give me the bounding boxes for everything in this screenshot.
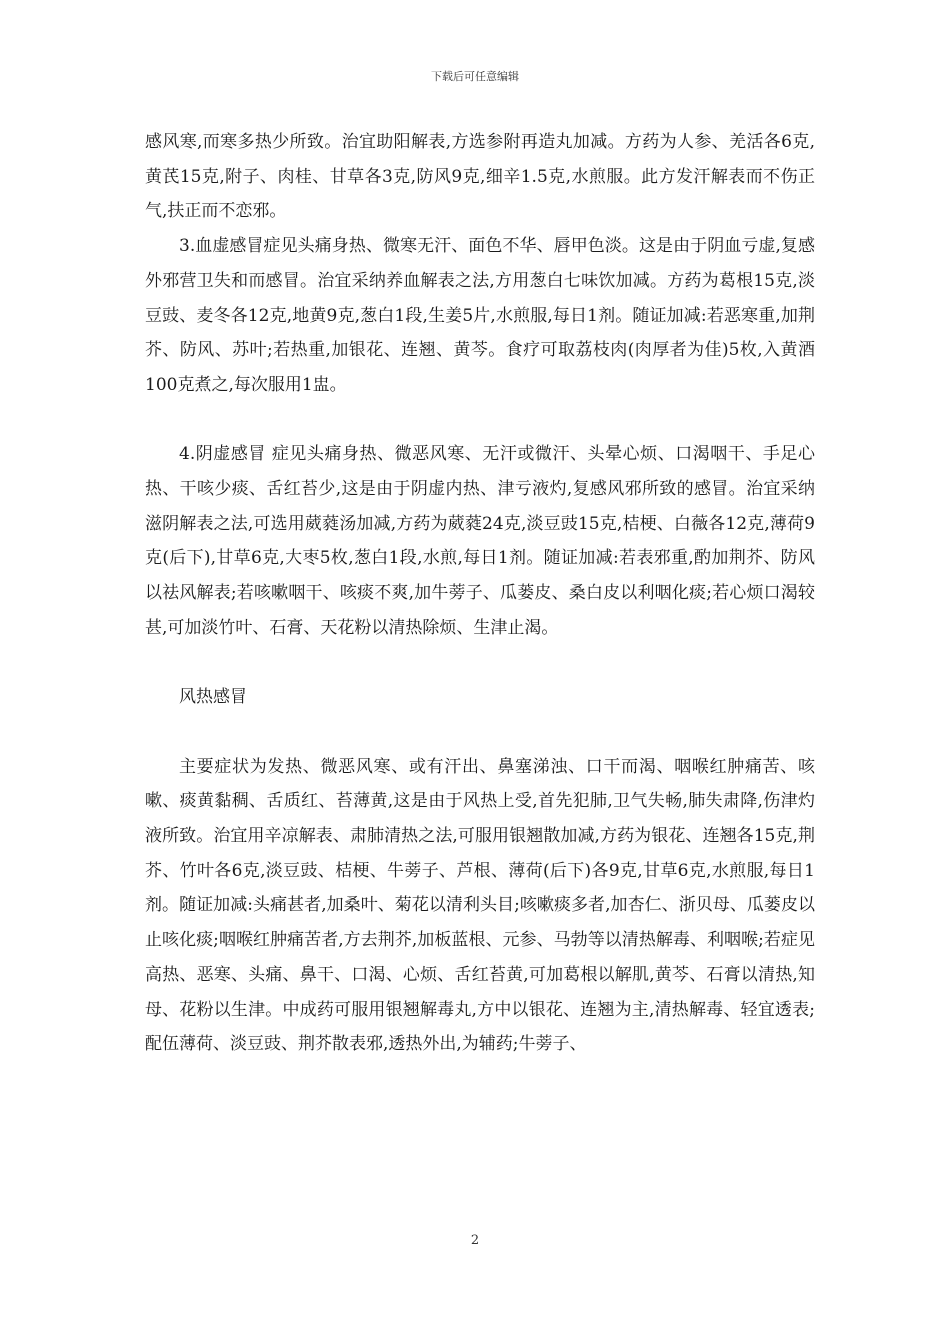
paragraph-blood-deficiency-cold: 3.血虚感冒症见头痛身热、微寒无汗、面色不华、唇甲色淡。这是由于阴血亏虚,复感外邪营卫失和而感冒。治宜采纳养血解表之法,方用葱白七味饮加减。方药为葛根15克,淡豆豉、麦冬各12克,地黄9克,葱白1段,生姜5片,水煎服,每日1剂。随证加减:若恶寒重,加荆芥、防风、苏叶;若热重,加银花、连翘、黄芩。食疗可取荔枝肉(肉厚者为佳)5枚,入黄酒100克煮之,每次服用1盅。 [145,236,815,395]
document-body [145,125,815,1062]
page-number: 2 [470,1233,480,1248]
page-header: 下载后可任意编辑 [431,70,519,83]
paragraph-wind-heat-symptoms: 主要症状为发热、微恶风寒、或有汗出、鼻塞涕浊、口干而渴、咽喉红肿痛苦、咳嗽、痰黄黏稠、舌质红、苔薄黄,这是由于风热上受,首先犯肺,卫气失畅,肺失肃降,伤津灼液所致。治宜用辛凉解表、肃肺清热之法,可服用银翘散加减,方药为银花、连翘各15克,荆芥、竹叶各6克,淡豆豉、桔梗、牛蒡子、芦根、薄荷(后下)各9克,甘草6克,水煎服,每日1剂。随证加减:头痛甚者,加桑叶、菊花以清利头目;咳嗽痰多者,加杏仁、浙贝母、瓜蒌皮以止咳化痰;咽喉红肿痛苦者,方去荆芥,加板蓝根、元参、马勃等以清热解毒、利咽喉;若症见高热、恶寒、头痛、鼻干、口渴、心烦、舌红苔黄,可加葛根以解肌,黄芩、石膏以清热,知母、花粉以生津。中成药可服用银翘解毒丸,方中以银花、连翘为主,清热解毒、轻宜透表;配伍薄荷、淡豆豉、荆芥散表邪,透热外出,为辅药;牛蒡子、 [145,756,815,1055]
spacer [145,403,815,438]
paragraph-yang-deficiency-continued: 感风寒,而寒多热少所致。治宜助阳解表,方选参附再造丸加减。方药为人参、羌活各6克,黄芪15克,附子、肉桂、甘草各3克,防风9克,细辛1.5克,水煎服。此方发汗解表而不伤正气,扶正而不恋邪。 [145,132,815,222]
section-heading-wind-heat-cold: 风热感冒 [179,687,247,708]
spacer [145,715,815,750]
spacer [145,646,815,681]
paragraph-yin-deficiency-cold: 4.阴虚感冒 症见头痛身热、微恶风寒、无汗或微汗、头晕心烦、口渴咽干、手足心热、干咳少痰、舌红苔少,这是由于阴虚内热、津亏液灼,复感风邪所致的感冒。治宜采纳滋阴解表之法,可选用葳蕤汤加减,方药为葳蕤24克,淡豆豉15克,桔梗、白薇各12克,薄荷9克(后下),甘草6克,大枣5枚,葱白1段,水煎,每日1剂。随证加减:若表邪重,酌加荆芥、防风以祛风解表;若咳嗽咽干、咳痰不爽,加牛蒡子、瓜蒌皮、桑白皮以利咽化痰;若心烦口渴较甚,可加淡竹叶、石膏、天花粉以清热除烦、生津止渴。 [145,444,815,638]
